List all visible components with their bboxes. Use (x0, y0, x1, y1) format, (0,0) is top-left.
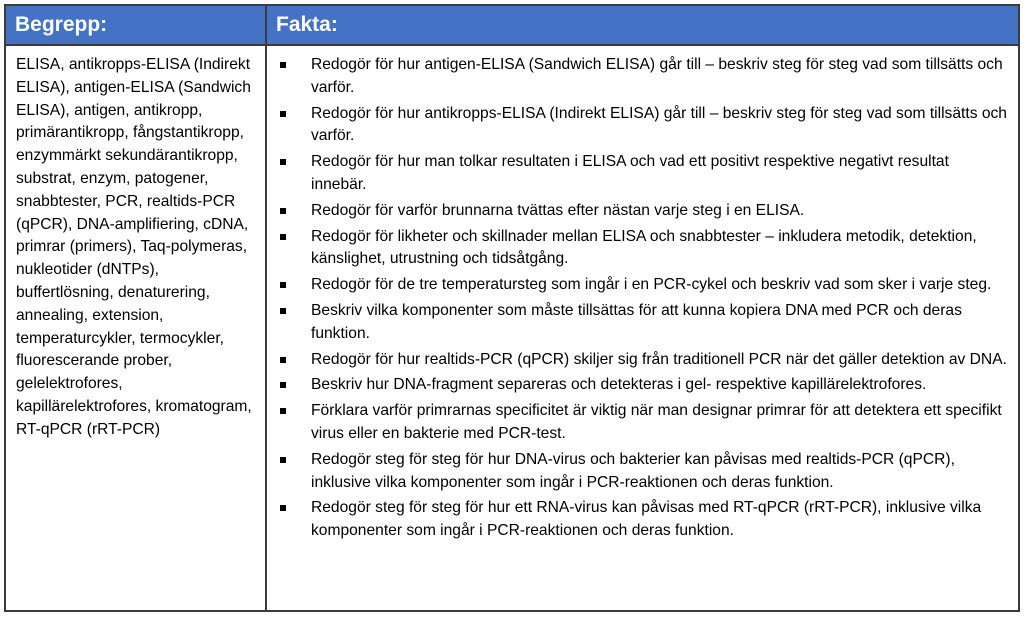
bullet-icon (280, 382, 286, 388)
concepts-cell: ELISA, antikropps-ELISA (Indirekt ELISA), antigen-ELISA (Sandwich ELISA), antigen, antikropp, primärantikropp, fångstantikropp, enzymmärkt sekundärantikropp, substrat, enzym, patogener, snabbtester, PCR, realtids-PCR (qPCR), DNA-amplifiering, cDNA, primrar (primers), Taq-polymeras, nukleotider (dNTPs), buffertlösning, denaturering, annealing, extension, temperaturcykler, termocykler, fluorescerande prober, gelelektrofores, kapillärelektrofores, kromatogram, RT-qPCR (rRT-PCR) (6, 46, 267, 610)
fact-item (277, 374, 1008, 397)
fact-text: Redogör för de tre temperatursteg som ingår i en PCR-cykel och beskriv vad som sker i varje steg. (311, 276, 992, 294)
fact-text: Redogör för hur man tolkar resultaten i ELISA och vad ett positivt respektive negativt resultat innebär. (311, 153, 949, 193)
fact-item (277, 349, 1008, 372)
bullet-icon (280, 408, 286, 414)
fact-text: Redogör för hur realtids-PCR (qPCR) skiljer sig från traditionell PCR när det gäller detektion av DNA. (311, 350, 1007, 368)
bullet-icon (280, 457, 286, 463)
bullet-icon (280, 308, 286, 314)
fact-item (277, 54, 1008, 100)
fact-text: Redogör för hur antigen-ELISA (Sandwich ELISA) går till – beskriv steg för steg vad som tillsätts och varför. (311, 56, 1003, 96)
fact-text: Förklara varför primrarnas specificitet är viktig när man designar primrar för att detektera ett specifikt virus eller en bakterie med PCR-test. (311, 402, 1002, 442)
fact-list (277, 54, 1008, 543)
bullet-icon (280, 111, 286, 117)
bullet-icon (280, 505, 286, 511)
fact-text: Redogör steg för steg för hur ett RNA-virus kan påvisas med RT-qPCR (rRT-PCR), inklusive vilka komponenter som ingår i PCR-reaktionen och deras funktion. (311, 499, 982, 540)
concept-fact-table (4, 4, 1020, 612)
bullet-icon (280, 282, 286, 288)
bullet-icon (280, 159, 286, 165)
fact-item (277, 300, 1008, 346)
fact-text: Redogör för likheter och skillnader mellan ELISA och snabbtester – inkludera metodik, detektion, känslighet, utrustning och tidsåtgång. (311, 227, 977, 268)
header-begrepp: Begrepp: (6, 6, 267, 46)
facts-cell (267, 46, 1018, 610)
fact-item (277, 103, 1008, 149)
fact-item (277, 151, 1008, 197)
fact-text: Redogör för hur antikropps-ELISA (Indirekt ELISA) går till – beskriv steg för steg vad som tillsätts och varför. (311, 104, 1007, 145)
fact-text: Beskriv vilka komponenter som måste tillsättas för att kunna kopiera DNA med PCR och deras funktion. (311, 301, 962, 342)
fact-item (277, 274, 1008, 297)
bullet-icon (280, 62, 286, 68)
fact-item (277, 400, 1008, 446)
bullet-icon (280, 208, 286, 214)
header-fakta: Fakta: (267, 6, 1018, 46)
fact-item (277, 497, 1008, 543)
fact-item (277, 200, 1008, 223)
fact-item (277, 226, 1008, 272)
fact-text: Redogör steg för steg för hur DNA-virus och bakterier kan påvisas med realtids-PCR (qPCR), inklusive vilka komponenter som ingår i PCR-reaktionen och deras funktion. (311, 450, 955, 491)
bullet-icon (280, 234, 286, 240)
bullet-icon (280, 357, 286, 363)
fact-item (277, 449, 1008, 495)
fact-text: Beskriv hur DNA-fragment separeras och detekteras i gel- respektive kapillärelektrofores. (311, 376, 927, 394)
fact-text: Redogör för varför brunnarna tvättas efter nästan varje steg i en ELISA. (311, 201, 805, 219)
